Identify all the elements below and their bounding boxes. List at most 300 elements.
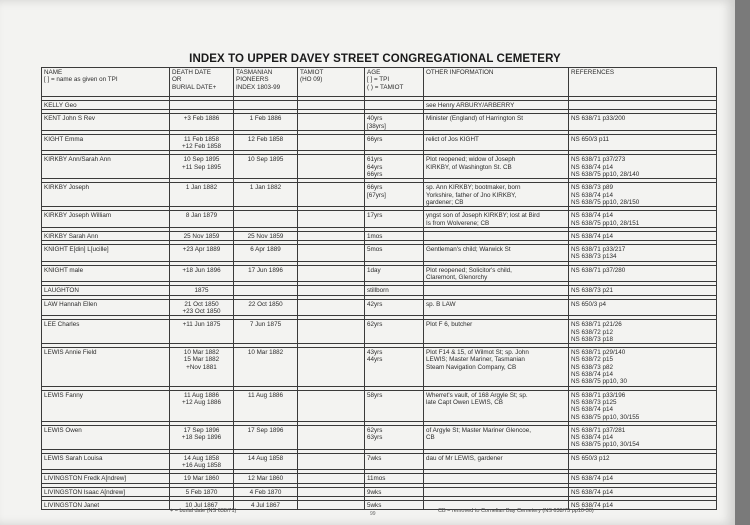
cell-name: [42, 231, 170, 240]
cell-tasmanian-pioneers: [234, 183, 298, 207]
column-header-tasmanian-pioneers: TASMANIAN PIONEERS INDEX 1803-99: [234, 68, 298, 97]
cell-other-information-line: gardener; CB: [426, 198, 464, 206]
cell-tasmanian-pioneers: [234, 453, 298, 470]
column-header-other-information: OTHER INFORMATION: [424, 68, 569, 97]
cell-age-line: 66yrs: [367, 184, 383, 192]
cell-tamiot: [298, 155, 365, 179]
cell-other-information: [424, 286, 569, 295]
cell-name: [42, 114, 170, 131]
cell-other-information-line: late Capt Owen LEWIS, CB: [426, 398, 503, 406]
cell-references-line: NS 638/71 p37/273: [571, 156, 626, 164]
cell-references: [569, 348, 717, 386]
name-text: KELLY Geo: [44, 102, 77, 109]
cell-other-information-line: Plot reopened; Solicitor's child,: [426, 266, 512, 274]
cell-death-date: [170, 231, 234, 240]
cell-references-line: NS 638/74 p14: [571, 488, 614, 496]
cell-age-line: 11mos: [367, 475, 386, 483]
cell-tamiot: [298, 231, 365, 240]
name-text: LEE Charles: [44, 321, 80, 329]
name-text: KIRKBY Joseph William: [44, 212, 112, 220]
cell-references-line: NS 638/72 p12: [571, 328, 614, 336]
cell-tasmanian-pioneers: [234, 474, 298, 483]
cell-tasmanian-pioneers-line: 22 Oct 1850: [248, 300, 283, 308]
cell-tasmanian-pioneers-line: 17 Jun 1896: [248, 266, 283, 274]
cell-tamiot: [298, 286, 365, 295]
cell-tasmanian-pioneers: [234, 500, 298, 509]
cell-references-line: NS 638/75 pp10, 30/154: [571, 441, 640, 449]
cell-death-date: [170, 348, 234, 386]
table-header-row: [42, 68, 717, 97]
cell-references-line: NS 638/71 p33/196: [571, 391, 626, 399]
cell-other-information-line: Plot F 6, butcher: [426, 321, 473, 329]
cell-death-date: [170, 114, 234, 131]
cell-references-line: NS 638/72 p15: [571, 356, 614, 364]
cell-tasmanian-pioneers: [234, 487, 298, 496]
cell-death-date: [170, 245, 234, 262]
cell-age: [365, 348, 424, 386]
cell-death-date: [170, 390, 234, 421]
cell-age: [365, 500, 424, 509]
cell-references: [569, 320, 717, 344]
cell-death-date-line: +16 Aug 1858: [181, 461, 222, 469]
cell-death-date-line: 1875: [194, 287, 209, 295]
cell-age: [365, 245, 424, 262]
table-row: [42, 231, 717, 240]
cell-death-date-line: 17 Sep 1896: [183, 426, 220, 434]
cell-references-line: NS 638/75 pp10, 28/150: [571, 198, 640, 206]
cell-age-line: 1mos: [367, 232, 383, 240]
cell-age-line: 5mos: [367, 246, 383, 254]
table-row: [42, 286, 717, 295]
cell-other-information-line: Steam Navigation Company, CB: [426, 363, 517, 371]
cell-references-line: NS 638/74 p14: [571, 212, 614, 220]
name-text: LEWIS Sarah Louisa: [44, 454, 103, 462]
cell-death-date-line: +23 Apr 1889: [182, 246, 221, 254]
cell-tasmanian-pioneers-line: 14 Aug 1858: [247, 454, 284, 462]
cell-age-line: 64yrs: [367, 163, 383, 171]
cell-age: [365, 453, 424, 470]
cell-death-date-line: 10 Sep 1895: [183, 156, 220, 164]
cell-other-information: [424, 348, 569, 386]
cell-other-information-line: of Argyle St; Master Mariner Glencoe,: [426, 426, 531, 434]
cell-tasmanian-pioneers-line: 10 Mar 1882: [247, 349, 284, 357]
cell-other-information-line: Wherret's vault, of 168 Argyle St; sp.: [426, 391, 528, 399]
cell-name: [42, 500, 170, 509]
cell-death-date: [170, 155, 234, 179]
cell-other-information: [424, 231, 569, 240]
cell-references-line: NS 638/71 p21/26: [571, 321, 622, 329]
cell-references: [569, 211, 717, 228]
column-header-tamiot: TAMIOT (HO 09): [298, 68, 365, 97]
name-text: LIVINGSTON Fredk A[ndrew]: [44, 475, 127, 483]
cell-references: [569, 155, 717, 179]
cell-other-information: [424, 114, 569, 131]
footer-cb-note: CB = removed to Cornelian Bay Cemetery (NS 638/75 pp10-30): [438, 508, 594, 514]
cell-age: [365, 101, 424, 110]
cell-tasmanian-pioneers: [234, 134, 298, 151]
cell-age-line: 63yrs: [367, 434, 383, 442]
cell-tamiot: [298, 134, 365, 151]
cell-tamiot: [298, 453, 365, 470]
name-text: KENT John S Rev: [44, 115, 95, 123]
cell-death-date: [170, 320, 234, 344]
cell-tasmanian-pioneers-line: 7 Jun 1875: [249, 321, 282, 329]
cell-age-line: 58yrs: [367, 391, 383, 399]
table-row: [42, 320, 717, 344]
cell-tasmanian-pioneers-line: 4 Jul 1867: [250, 501, 281, 509]
cell-death-date-line: +Nov 1881: [186, 363, 217, 371]
cell-tamiot: [298, 425, 365, 449]
cell-name: [42, 390, 170, 421]
cell-tasmanian-pioneers: [234, 265, 298, 282]
cell-other-information: [424, 425, 569, 449]
cell-other-information-line: relict of Jos KIGHT: [426, 135, 479, 143]
cell-age: [365, 299, 424, 316]
cell-death-date: [170, 101, 234, 110]
cell-tasmanian-pioneers: [234, 114, 298, 131]
cemetery-index-table: [41, 67, 717, 510]
table-row: [42, 348, 717, 386]
table-row: [42, 453, 717, 470]
cell-other-information-line: Plot F14 & 15, of Wilmot St; sp. John: [426, 349, 529, 357]
cell-tasmanian-pioneers-line: 10 Sep 1895: [247, 156, 284, 164]
cell-age-line: 1day: [367, 266, 381, 274]
cell-references-line: NS 638/75 pp10, 30: [571, 378, 628, 386]
cell-references-line: NS 638/71 p37/280: [571, 266, 626, 274]
cell-other-information-line: Gentleman's child; Warwick St: [426, 246, 511, 254]
cell-death-date-line: 5 Feb 1870: [185, 488, 218, 496]
cell-tamiot: [298, 245, 365, 262]
cell-age: [365, 425, 424, 449]
table-row: [42, 425, 717, 449]
cell-tasmanian-pioneers: [234, 286, 298, 295]
cell-name: [42, 487, 170, 496]
cell-references-line: NS 650/3 p12: [571, 454, 610, 462]
table-row: [42, 265, 717, 282]
cell-references: [569, 101, 717, 110]
table-row: [42, 390, 717, 421]
cell-other-information-line: KIRKBY, of Washington St. CB: [426, 163, 512, 171]
cell-death-date-line: 8 Jan 1879: [185, 212, 218, 220]
cell-tamiot: [298, 474, 365, 483]
cell-references: [569, 245, 717, 262]
cell-age-line: 66yrs: [367, 171, 383, 179]
cell-death-date-line: 10 Mar 1882: [183, 349, 220, 357]
cell-death-date: [170, 134, 234, 151]
cell-references-line: NS 638/75 pp10, 30/155: [571, 413, 640, 421]
cell-references-line: NS 638/74 p14: [571, 501, 614, 509]
cell-age-line: 62yrs: [367, 321, 383, 329]
cell-tasmanian-pioneers: [234, 155, 298, 179]
cell-death-date-line: +18 Sep 1896: [181, 434, 222, 442]
cell-name: [42, 453, 170, 470]
cell-age-line: 17yrs: [367, 212, 383, 220]
cell-other-information: [424, 101, 569, 110]
cell-references-line: NS 638/74 p14: [571, 475, 614, 483]
cell-death-date-line: +11 Sep 1895: [182, 163, 221, 171]
cell-other-information: [424, 474, 569, 483]
cell-name: [42, 425, 170, 449]
cell-age-line: 43yrs: [367, 349, 383, 357]
cell-age: [365, 231, 424, 240]
table-row: [42, 114, 717, 131]
cell-name: [42, 211, 170, 228]
cell-other-information: [424, 299, 569, 316]
cell-age-line: 7wks: [367, 454, 382, 462]
cell-references-line: NS 638/73 p125: [571, 398, 617, 406]
cell-death-date-line: 15 Mar 1882: [183, 356, 220, 364]
cell-name: [42, 134, 170, 151]
name-text: KIRKBY Sarah Ann: [44, 232, 99, 240]
cell-other-information-line: sp. B LAW: [426, 300, 456, 308]
name-text: KIRKBY Joseph: [44, 184, 90, 192]
cell-death-date-line: 14 Aug 1858: [183, 454, 220, 462]
cell-death-date-line: 1 Jan 1882: [185, 184, 218, 192]
cell-references-line: NS 638/74 p14: [571, 163, 614, 171]
cell-age-line: 61yrs: [367, 156, 383, 164]
cell-age-line: 44yrs: [367, 356, 383, 364]
name-text: KIRKBY Ann/Sarah Ann: [44, 156, 111, 164]
cell-tasmanian-pioneers-line: 1 Feb 1886: [249, 115, 282, 123]
table-row: [42, 155, 717, 179]
cell-references: [569, 425, 717, 449]
cell-other-information: [424, 211, 569, 228]
cell-references-line: NS 638/71 p33/200: [571, 115, 626, 123]
cell-tamiot: [298, 487, 365, 496]
cell-tasmanian-pioneers-line: 6 Apr 1889: [250, 246, 281, 254]
cell-name: [42, 265, 170, 282]
cell-age: [365, 211, 424, 228]
cell-other-information-line: Yorkshire, father of Jno KIRKBY,: [426, 191, 517, 199]
cell-references: [569, 453, 717, 470]
cell-age: [365, 155, 424, 179]
name-text: LEWIS Owen: [44, 426, 82, 434]
cell-tasmanian-pioneers-line: 12 Feb 1858: [247, 135, 284, 143]
cell-references: [569, 114, 717, 131]
cell-other-information-line: Is from Wolverene; CB: [426, 219, 490, 227]
cell-tasmanian-pioneers: [234, 211, 298, 228]
table-row: [42, 245, 717, 262]
table-row: [42, 474, 717, 483]
cell-references-line: NS 638/73 p134: [571, 253, 617, 261]
cell-name: [42, 183, 170, 207]
cell-references-line: NS 650/3 p11: [571, 135, 610, 143]
column-header-age: AGE [ ] = TPI ( ) = TAMIOT: [365, 68, 424, 97]
cell-references-line: NS 638/74 p14: [571, 371, 614, 379]
cell-references-line: NS 638/74 p14: [571, 191, 614, 199]
cell-death-date: [170, 453, 234, 470]
cell-tamiot: [298, 500, 365, 509]
name-text: LIVINGSTON Janet: [44, 501, 100, 509]
cell-other-information-line: Minister (England) of Harrington St: [426, 115, 523, 123]
cell-age-line: 42yrs: [367, 300, 383, 308]
name-text: KNIGHT male: [44, 266, 84, 274]
cell-tasmanian-pioneers-line: 17 Sep 1896: [247, 426, 284, 434]
cell-other-information-line: yngst son of Joseph KIRKBY; lost at Bird: [426, 212, 540, 220]
cell-age-line: [38yrs]: [367, 122, 386, 130]
cell-tamiot: [298, 390, 365, 421]
cell-tamiot: [298, 348, 365, 386]
cell-other-information: [424, 453, 569, 470]
column-header-name: NAME [ ] = name as given on TPI: [42, 68, 170, 97]
table-row: [42, 134, 717, 151]
cell-name: [42, 348, 170, 386]
cell-tamiot: [298, 183, 365, 207]
cell-age-line: [67yrs]: [367, 191, 386, 199]
cell-references-line: NS 638/73 p21: [571, 287, 614, 295]
cell-death-date-line: +3 Feb 1886: [183, 115, 220, 123]
cell-death-date-line: +12 Aug 1886: [181, 398, 222, 406]
cell-tasmanian-pioneers-line: 1 Jan 1882: [249, 184, 282, 192]
name-text: LEWIS Annie Field: [44, 349, 97, 357]
cell-references: [569, 390, 717, 421]
cell-death-date-line: 11 Aug 1886: [184, 391, 219, 399]
cell-death-date: [170, 211, 234, 228]
table-row: [42, 183, 717, 207]
cell-name: [42, 245, 170, 262]
cell-other-information-line: CB: [426, 434, 435, 442]
cell-other-information: [424, 155, 569, 179]
cell-death-date: [170, 265, 234, 282]
cell-name: [42, 101, 170, 110]
cell-references: [569, 231, 717, 240]
cell-name: [42, 299, 170, 316]
cell-other-information: [424, 320, 569, 344]
cell-age: [365, 390, 424, 421]
cell-age-line: 66yrs: [367, 135, 383, 143]
cell-references: [569, 474, 717, 483]
table-row: [42, 500, 717, 509]
cell-tamiot: [298, 101, 365, 110]
cell-age: [365, 134, 424, 151]
cell-death-date-line: +23 Oct 1850: [182, 307, 221, 315]
cell-death-date-line: 11 Feb 1858: [184, 135, 219, 143]
cell-tasmanian-pioneers-line: 25 Nov 1859: [247, 232, 284, 240]
table-row: [42, 101, 717, 110]
cell-tasmanian-pioneers: [234, 425, 298, 449]
cell-death-date: [170, 299, 234, 316]
cell-tamiot: [298, 211, 365, 228]
cell-references: [569, 299, 717, 316]
cell-death-date-line: 21 Oct 1850: [184, 300, 219, 308]
cell-other-information: [424, 265, 569, 282]
cell-death-date-line: +18 Jun 1896: [182, 266, 221, 274]
cell-other-information: [424, 134, 569, 151]
cell-death-date-line: +12 Feb 1858: [181, 143, 222, 151]
cell-references-line: NS 638/75 pp10, 28/140: [571, 171, 640, 179]
cell-references-line: NS 650/3 p4: [571, 300, 607, 308]
cell-tasmanian-pioneers: [234, 390, 298, 421]
cell-age-line: 5wks: [367, 501, 382, 509]
name-text: LAW Hannah Ellen: [44, 300, 97, 308]
name-text: LEWIS Fanny: [44, 391, 83, 399]
cell-death-date: [170, 487, 234, 496]
cell-tasmanian-pioneers-line: 11 Aug 1886: [248, 391, 283, 399]
cell-name: [42, 155, 170, 179]
name-text: KIGHT Emma: [44, 135, 84, 143]
cell-references-line: NS 638/71 p29/140: [571, 349, 626, 357]
cell-age: [365, 183, 424, 207]
cell-tasmanian-pioneers-line: 12 Mar 1860: [247, 475, 284, 483]
cell-references-line: NS 638/74 p14: [571, 406, 614, 414]
cell-other-information-line: Claremont, Glenorchy: [426, 274, 488, 282]
footer-page-number: 99: [370, 511, 376, 517]
cell-references: [569, 183, 717, 207]
name-text: LAUGHTON: [44, 287, 79, 295]
cell-death-date: [170, 474, 234, 483]
cell-tasmanian-pioneers: [234, 245, 298, 262]
cell-other-information-line: sp. Ann KIRKBY; bootmaker, born: [426, 184, 521, 192]
cell-death-date-line: +11 Jun 1875: [182, 321, 221, 329]
cell-other-information-line: Plot reopened; widow of Joseph: [426, 156, 516, 164]
table-body: [42, 97, 717, 510]
cell-name: [42, 286, 170, 295]
cell-tasmanian-pioneers: [234, 320, 298, 344]
cell-age: [365, 265, 424, 282]
cell-references-line: NS 638/71 p33/217: [571, 246, 626, 254]
cell-other-information: [424, 245, 569, 262]
cell-name: [42, 320, 170, 344]
table-row: [42, 299, 717, 316]
cell-tasmanian-pioneers: [234, 299, 298, 316]
cell-tasmanian-pioneers: [234, 231, 298, 240]
cell-references-line: NS 638/73 p18: [571, 335, 614, 343]
cell-other-information: [424, 390, 569, 421]
cell-tamiot: [298, 114, 365, 131]
cell-tasmanian-pioneers: [234, 101, 298, 110]
cell-death-date-line: 19 Mar 1860: [183, 475, 220, 483]
cell-references: [569, 134, 717, 151]
cell-tasmanian-pioneers-line: 4 Feb 1870: [249, 488, 282, 496]
cell-other-information: [424, 183, 569, 207]
cell-death-date: [170, 183, 234, 207]
cell-tamiot: [298, 265, 365, 282]
cell-other-information-line: see Henry ARBURY/ARBERRY: [426, 102, 515, 109]
cell-death-date-line: 10 Jul 1867: [185, 501, 218, 509]
cell-other-information-line: dau of Mr LEWIS, gardener: [426, 454, 503, 462]
cell-tamiot: [298, 320, 365, 344]
cell-age-line: 9wks: [367, 488, 382, 496]
table-row: [42, 487, 717, 496]
cell-age-line: 40yrs: [367, 115, 383, 123]
page-title: INDEX TO UPPER DAVEY STREET CONGREGATIONAL CEMETERY: [189, 53, 561, 65]
cell-references-line: NS 638/73 p82: [571, 363, 614, 371]
cell-age: [365, 487, 424, 496]
cell-name: [42, 474, 170, 483]
table-row: [42, 211, 717, 228]
cell-references: [569, 487, 717, 496]
cell-references-line: NS 638/74 p14: [571, 434, 614, 442]
column-header-death-date: DEATH DATE OR BURIAL DATE+: [170, 68, 234, 97]
cell-references-line: NS 638/71 p37/281: [571, 426, 626, 434]
name-text: LIVINGSTON Isaac A[ndrew]: [44, 488, 126, 496]
cell-other-information-line: LEWIS; Master Mariner, Tasmanian: [426, 356, 525, 364]
cell-age: [365, 114, 424, 131]
cell-references-line: NS 638/74 p14: [571, 232, 614, 240]
cell-references: [569, 286, 717, 295]
cell-age: [365, 286, 424, 295]
cell-references-line: NS 638/75 pp10, 28/151: [571, 219, 640, 227]
cell-references: [569, 265, 717, 282]
cell-other-information: [424, 487, 569, 496]
cell-tamiot: [298, 299, 365, 316]
cell-age: [365, 320, 424, 344]
column-header-references: REFERENCES: [569, 68, 717, 97]
cell-death-date: [170, 425, 234, 449]
cell-age-line: stillborn: [367, 287, 389, 295]
cell-death-date: [170, 286, 234, 295]
footer-burial-note: + = burial date (NS 638/71): [170, 508, 237, 514]
